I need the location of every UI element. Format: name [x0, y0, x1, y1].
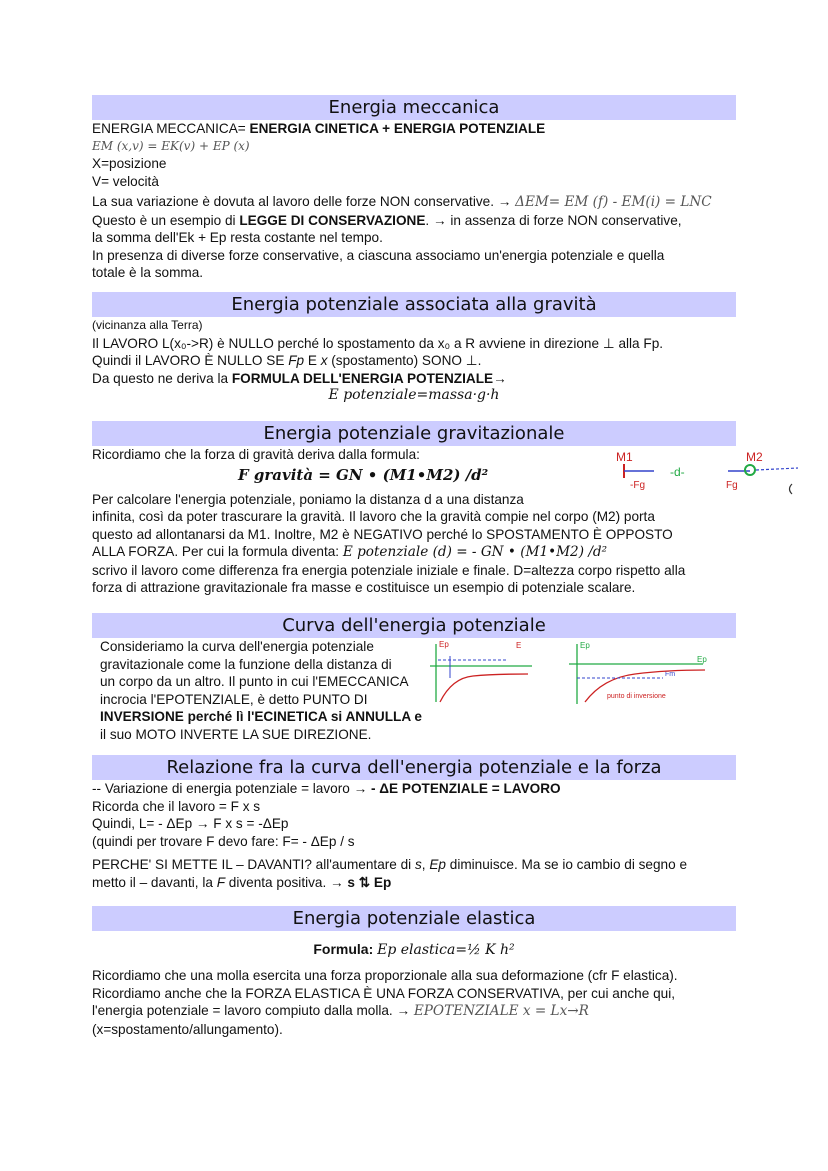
text-line: ENERGIA MECCANICA= ENERGIA CINETICA + ENERGIA POTENZIALE — [92, 121, 546, 136]
text-line: questo ad allontanarsi da M1. Inoltre, M2 è NEGATIVO perché lo SPOSTAMENTO È OPPOSTO — [92, 526, 673, 542]
e-label: E — [516, 641, 522, 650]
energy-graph-1 — [428, 638, 538, 706]
section-title: Energia potenziale associata alla gravità — [92, 292, 736, 317]
fg1-label: -Fg — [630, 480, 645, 491]
text-line: Consideriamo la curva dell'energia potenziale — [100, 639, 374, 654]
text-line: Questo è un esempio di LEGGE DI CONSERVAZIONE. → in assenza di forze NON conservative, — [92, 212, 682, 228]
section-energia-gravita — [92, 292, 736, 405]
text-line: Da questo ne deriva la FORMULA DELL'ENERGIA POTENZIALE→ — [92, 370, 507, 386]
x-axis-label: Ep — [697, 655, 707, 664]
text-line: Ricorda che il lavoro = F x s — [92, 798, 261, 814]
m1-label: M1 — [616, 450, 633, 464]
section-relazione-forza — [92, 755, 736, 891]
masses-sketch — [610, 448, 810, 500]
energy-graph-2 — [565, 640, 717, 706]
text-line: scrivo il lavoro come differenza fra energia potenziale iniziale e finale. D=altezza corpo rispetto alla — [92, 562, 686, 578]
text-line: INVERSIONE perché lì l'ECINETICA si ANNULLA e — [100, 709, 422, 724]
displacement-line — [756, 468, 798, 470]
d-label: -d- — [670, 465, 685, 479]
text-line: il suo MOTO INVERTE LA SUE DIREZIONE. — [100, 726, 372, 742]
text-line: (quindi per trovare F devo fare: F= - ΔEp / s — [92, 833, 355, 849]
m2-circle — [745, 465, 755, 475]
text-line: (x=spostamento/allungamento). — [92, 1021, 283, 1037]
text-line: incrocia l'EPOTENZIALE, è detto PUNTO DI — [100, 691, 368, 707]
text-line: Per calcolare l'energia potenziale, poniamo la distanza d a una distanza — [92, 491, 524, 507]
text-line: In presenza di diverse forze conservative, a ciascuna associamo un'energia potenziale e quella — [92, 247, 665, 263]
inversion-label: punto di inversione — [607, 693, 666, 700]
potential-curve — [440, 674, 528, 702]
text-line: V= velocità — [92, 173, 159, 189]
text-line: Ricordiamo anche che la FORZA ELASTICA È UNA FORZA CONSERVATIVA, per cui anche qui, — [92, 985, 675, 1001]
formula: F gravità = GN • (M1•M2) /d² — [238, 465, 489, 484]
text-line: forza di attrazione gravitazionale fra masse e costituisce un esempio di potenziale scalare. — [92, 580, 636, 595]
text-line: infinita, così da poter trascurare la gravità. Il lavoro che la gravità compie nel corpo (M2) porta — [92, 509, 655, 524]
formula: E potenziale=massa·g·h — [328, 387, 500, 403]
text-line: Quindi il LAVORO È NULLO SE Fp E x (spostamento) SONO ⊥. — [92, 353, 482, 368]
section-energia-elastica — [92, 906, 736, 1038]
section-title: Energia potenziale elastica — [92, 906, 736, 931]
text-line: PERCHE' SI METTE IL – DAVANTI? all'aumentare di s, Ep diminuisce. Ma se io cambio di segno e — [92, 857, 688, 872]
y-axis-label: Ep — [439, 640, 449, 649]
text-line: un corpo da un altro. Il punto in cui l'EMECCANICA — [100, 674, 409, 689]
text-line: Quindi, L= - ΔEp → F x s = -ΔEp — [92, 816, 289, 831]
text-line: -- Variazione di energia potenziale = lavoro → - ΔE POTENZIALE = LAVORO — [92, 781, 561, 796]
text-line: X=posizione — [92, 156, 167, 171]
formula: EM (x,v) = EK(v) + EP (x) — [92, 138, 250, 153]
fm-label: Fm — [665, 671, 676, 678]
text-line: l'energia potenziale = lavoro compiuto dalla molla. → EPOTENZIALE x = Lx→R — [92, 1003, 589, 1019]
text-line: ALLA FORZA. Per cui la formula diventa: E potenziale (d) = - GN • (M1•M2) /d² — [92, 544, 608, 560]
text-line: totale è la somma. — [92, 265, 204, 280]
fg2-label: Fg — [726, 480, 738, 491]
section-energia-meccanica — [92, 95, 736, 282]
text-line: Ricordiamo che una molla esercita una forza proporzionale alla sua deformazione (cfr F elastica). — [92, 968, 678, 983]
text-line: La sua variazione è dovuta al lavoro delle forze NON conservative. → ΔEM= EM (f) - EM(i) = LNC — [92, 194, 712, 210]
y-axis-label: Ep — [580, 641, 590, 650]
section-title: Relazione fra la curva dell'energia potenziale e la forza — [92, 755, 736, 780]
section-title: Energia meccanica — [92, 95, 736, 120]
section-title: Energia potenziale gravitazionale — [92, 421, 736, 446]
text-line: Il LAVORO L(x₀->R) è NULLO perché lo spostamento da x₀ a R avviene in direzione ⊥ alla Fp. — [92, 335, 664, 351]
section-title: Curva dell'energia potenziale — [92, 613, 736, 638]
formula-row: Formula: Ep elastica=½ K h² — [313, 941, 515, 958]
text-line: (vicinanza alla Terra) — [92, 318, 203, 332]
text-line: metto il – davanti, la F diventa positiva. → s ⇅ Ep — [92, 874, 392, 890]
m2-label: M2 — [746, 450, 763, 464]
text-line: la somma dell'Ek + Ep resta costante nel tempo. — [92, 230, 383, 245]
text-line: gravitazionale come la funzione della distanza di — [100, 656, 392, 672]
text-line: Ricordiamo che la forza di gravità deriva dalla formula: — [92, 447, 420, 462]
curl-mark — [790, 484, 793, 494]
